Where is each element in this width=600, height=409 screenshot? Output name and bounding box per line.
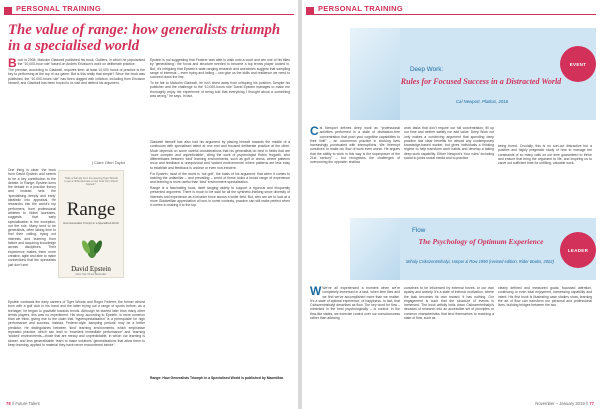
section-label-right: PERSONAL TRAINING <box>318 4 403 13</box>
section-label: PERSONAL TRAINING <box>16 4 101 13</box>
page-number-left: 78 <box>6 401 11 406</box>
book-cover-tag: New York Times Bestseller <box>75 273 107 276</box>
review-box-deep-work <box>350 28 596 120</box>
review1-kicker: Deep Work: <box>410 66 444 73</box>
review1-column-c <box>498 144 592 216</box>
section-header-right <box>302 0 600 16</box>
review1-text-c: being bored. Crucially, this is no sort-cut distractive but a positive and highly pragmatic study of how to manage the constraints of so many calls on our time guaranteed to thrive and ensure that bring the argument to life, and inspiring us to carve out sufficient time for unfilling, valuable work. <box>498 144 592 166</box>
drop-cap-w: W <box>310 286 322 298</box>
article-para-1: ook in 2008, Malcolm Gladwell published his book, Outliers, in which he popularised the “10,000-hour rule” based on Anders Ericsson’s work on deliberate practice. <box>17 58 145 67</box>
article-para-6: To be fair to Malcolm Gladwell, he isn’t shied away from critiquing his position. Despite his publisher and the challenge to the ‘10,000-hours rule’ David Epstein manages to make me thoroughly enjoy the experience of being told that everything I thought about a something was wrong,” he says. In fact, <box>150 81 290 98</box>
book-cover-subtitle: How Generalists Triumph in a Specialized World <box>63 222 119 225</box>
review2-meta: Mihaly Csikszentmihalyi, Harper & Row 1990 (revised edition, Rider Books, 2002) <box>406 259 554 264</box>
drop-cap: B <box>8 58 17 70</box>
article-column-2-top <box>150 58 290 138</box>
review1-column-b <box>404 126 494 216</box>
review2-text-e: ourselves to be influenced by external forces, or our own apathy and anxiety. It’s a state of intrinsic motivation, where the task becomes its own reward. It has nothing. Our engagement is such that the structure of events is immersed. The book artfully boils down Csikszentmihalyi’s decades of research into an accessible set of principles or common characteristics that lend themselves to reaching a state of flow, such as <box>404 286 494 321</box>
book-cover-blurb: “Take a Sample from the opening Tiger Woods to get a Nobel laureate a new book from David Epstein” <box>64 177 118 187</box>
event-badge: EVENT <box>560 46 596 82</box>
article-para-5: Epstein is not suggesting that Federer was able to walk onto a court and win one of his titles by ‘generalising’; the focus and structure needed to become a top tennis player looked in. But, it’s intriguing that Epstein’s wide-ranging research and anecdotes suggest that sampling range of interests – even trying and failing – can give us the skills and resilience we need to succeed down the line. <box>150 58 290 80</box>
review1-meta: Cal Newport, Platkus, 2016 <box>455 99 509 104</box>
book-caption-title: Range: How Generalists Triumph in a Specialised World <box>150 376 241 380</box>
page-number-right: 77 <box>589 401 594 406</box>
footer-left: 78 // Future Talent <box>6 401 40 406</box>
header-rule <box>4 14 294 15</box>
article-para-3: One thing is clear: the book from David Epstein and seems to be a key contribution to the debate. In Range, Epstein turns the debate in a practice theory and instead sets the ‘specialising deeply and early’ idealistic into appraisal. He researchs into the world’s top performers, from professional athletes to Nobel laureates, suggests that early specialisation is the exception, not the rule. Many tend to be generalists, often taking time to find their calling, trying out interests and learning from failure and acquiring knowledge across disciplines. Their experience makes them more creative, agile and able to make connections that the specialists just don’t see. <box>8 168 56 267</box>
article-column-1-bottom <box>8 300 145 396</box>
footer-right: November – January 2019 // 77 <box>535 401 594 406</box>
right-page <box>302 0 600 409</box>
review-illustration <box>350 28 400 120</box>
review2-text-d: We’ve all experienced a moment when we’re completely immersed in a task, when time flies and we find we’ve accomplished more than we realise. It’s a state of optimal experience, of happiness. In fact, that Csikszentmihalyi describes as flow. The key word for flow – mimicked in the best psychologically – is control: in the flow-like states, we exercise control over our consciousness rather than allowing <box>310 286 400 321</box>
book-cover-title: Range <box>66 199 116 220</box>
article-column-1-top <box>8 58 145 168</box>
review1-text-b: work tasks that don’t require our full concentration, fill up our time and neither satisfy nor add value. Deep Work not only makes a convincing argument that spending deep practice has clear benefits for almost any contemporary knowledge-based worker, but gives individuals a thinking regime to help transform work habits and develop a taking deep-work capability. Either Newport’s ‘four rules’ including social to junks social media and to practice <box>404 126 494 161</box>
article-para-8: For Epstein, most of the world is ‘not golf’, the basis of his argument: that when it comes to tackling the unfamiliar – and prevailing – world of these looks a broad range of experience and learning is more useful than ‘kind’ environment specialisation. <box>150 171 290 185</box>
drop-cap-c: C <box>310 126 319 138</box>
review2-column-f <box>498 286 592 394</box>
article-para-9: Range is a fascinating book, itself ranging widely to support a rigorous and eloquently presented argument. There is much to be said for all the synthetic-thinking since diversity of interests and experience as a broader force across a wider field. But, who are we to look at a more Gladwellian appreciation of how, in some contexts, practice can still make perfect when it comes to making it to the top. <box>150 186 290 208</box>
issue-date: November – January 2019 <box>535 401 585 406</box>
review2-text-f: clearly defined and measured goals; focussed attention, continuing or even total enjoyment, harnessing capability and intent. His first book is illustrating case studies show, learning the art of flow can transform our personal and professional lives, building bridges between the two. <box>498 286 592 308</box>
review2-title: The Psychology of Optimum Experience <box>418 237 544 246</box>
book-cover-image <box>58 170 124 278</box>
article-para-2: The premise, according to Gladwell, requires time; at least 10,000 hours of practice is the key to performing at the top of our game. But is this really that simple? Since the book was published, the “10,000-hours rule” has been dogged with criticism, including from Ericsson himself, and Gladwell has been forced to re-visit and defend his argument. <box>8 68 145 86</box>
book-caption <box>150 376 290 390</box>
header-rule-right <box>306 14 596 15</box>
review1-column-a <box>310 126 400 216</box>
review1-title: Rules for Focused Success in a Distracted World <box>400 77 562 86</box>
magazine-name: Future Talent <box>15 401 40 406</box>
review1-text-a: al Newport defines deep work as “professional activities performed in a state of distraction-free concentration that push your cognitive capabilities to their limit” – an uncommon practice in working lives increasingly punctuated with interruptions. We ‘interrupt ourselves’ to make our flow of work even worse. He argues that the ability to work in this way is the superpower of the 21st century” – but recognises the challenges of overcoming the opposite: shallow <box>310 126 400 165</box>
article-para-4: Epstein contrasts the early careers of Tiger Woods and Roger Federer, the former almost born with a golf club in his hand and the latter trying out a range of sports before, as a teenager, he began to gravitate towards tennis. Although he started later than many other tennis players, this was no impediment. His story, according to Epstein, is more common than we think, giving rise to the claim that “hyperspecialisation” is a prerequisite for high performance and success; instead, Federer-style ‘sampling periods’ may be a better predictor. He distinguishes between ‘kind’ learning environments, which emphasise repeated practice, which can lead to ‘excellent immediate performance’ and ‘learning ‘wicked’ environments—those that are messy and unpredictable, in which our learning is slower, and less generalisable ‘learn to make solutions’ generalisations that allow them to keep learning, applied to material they have never encountered before”. <box>8 300 145 347</box>
flow-illustration <box>350 218 400 280</box>
byline: | Clare Ofori Taylor <box>92 160 126 165</box>
article-column-1-wrap <box>8 168 56 300</box>
article-para-7: Gladwell himself has also had his argument by placing himself towards the middle of a continuum with specialised talent at one end and focused deliberate practice at the other. Much depends on some careful considerations that his generalists do best in fields that are ‘more complex and unpredictable’, citing the work of psychologist Robin Hogarth, who differentiates between ‘kind’ learning environments, such as golf or chess, where patterns recur and feedback is unequivocal and ‘wicked environments’ where patterns are less easy to establish and feedback is unclear or even non-existent. <box>150 140 290 170</box>
leader-badge: LEADER <box>560 232 596 268</box>
book-caption-publisher: is published by Macmillan. <box>241 376 285 380</box>
review2-kicker: Flow <box>412 227 426 234</box>
leaves-icon <box>79 233 105 261</box>
article-headline: The value of range: how generalists triumph in a specialised world <box>8 22 281 54</box>
book-cover-author: David Epstein <box>71 265 111 273</box>
left-page <box>0 0 298 409</box>
review2-column-e <box>404 286 494 394</box>
article-column-2-body <box>150 140 290 374</box>
section-header <box>0 0 298 16</box>
review2-column-d <box>310 286 400 394</box>
